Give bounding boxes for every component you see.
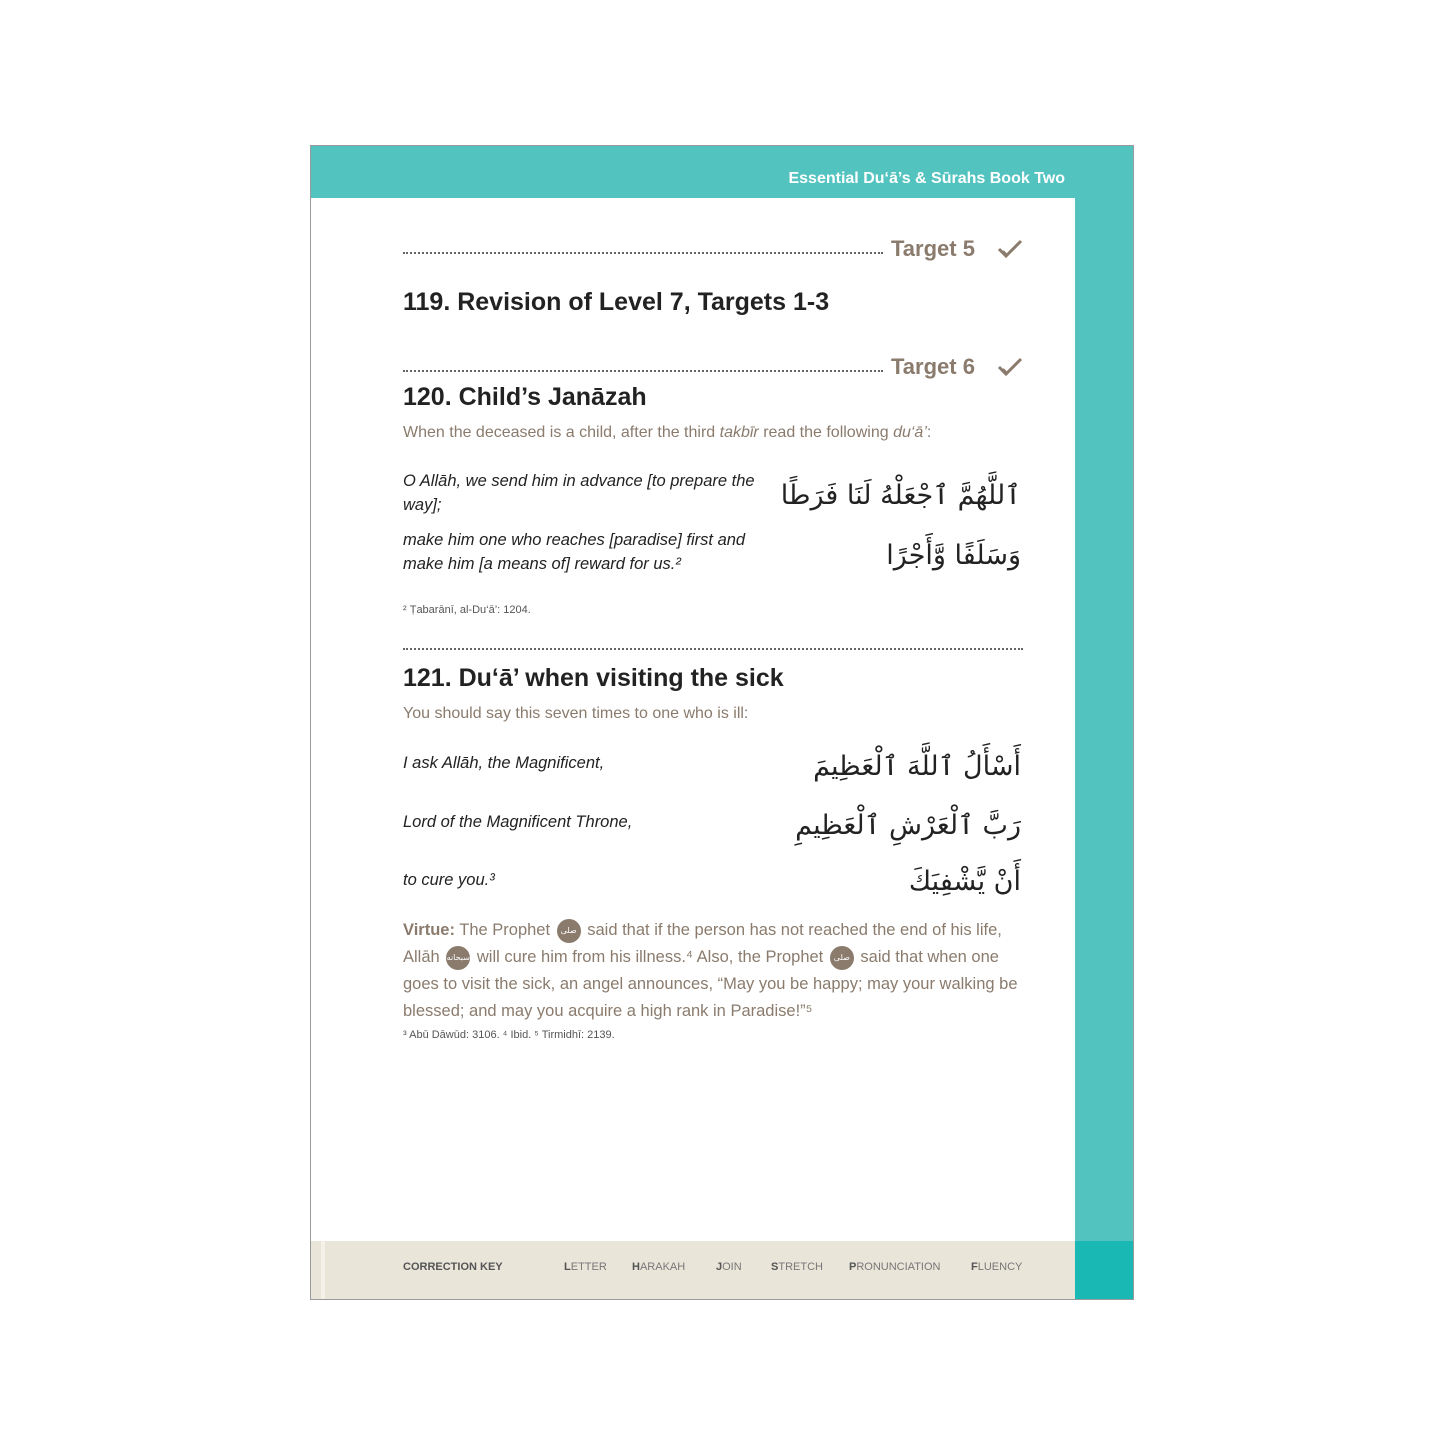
honorific-prophet-icon: صلى bbox=[557, 919, 581, 943]
dua-translation-line: Lord of the Magnificent Throne, bbox=[403, 813, 633, 831]
dua-arabic-line: ٱللَّهُمَّ ٱجْعَلْهُ لَنَا فَرَطًا bbox=[780, 480, 1021, 511]
correction-key-letter: LETTER bbox=[564, 1261, 607, 1273]
dua-arabic-line: رَبَّ ٱلْعَرْشِ ٱلْعَظِيمِ bbox=[795, 810, 1021, 841]
honorific-prophet-icon: صلى bbox=[830, 946, 854, 970]
target-6-row bbox=[403, 354, 1023, 384]
target-5-row bbox=[403, 236, 1023, 266]
dua-arabic-line: أَسْأَلُ ٱللَّهَ ٱلْعَظِيمَ bbox=[813, 751, 1021, 782]
book-page bbox=[310, 145, 1134, 1300]
bar-edge bbox=[321, 1241, 325, 1299]
dua-translation-line: I ask Allāh, the Magnificent, bbox=[403, 754, 605, 772]
correction-key-bar bbox=[311, 1241, 1075, 1299]
honorific-allah-icon: سبحانه bbox=[446, 946, 470, 970]
dotted-divider bbox=[403, 252, 883, 254]
section-divider bbox=[403, 632, 1023, 662]
section-120-intro: When the deceased is a child, after the third takbīr read the following du‘ā’: bbox=[403, 424, 932, 441]
footnote: ² Ṭabarānī, al-Du‘ā’: 1204. bbox=[403, 604, 531, 616]
correction-key-harakah: HARAKAH bbox=[632, 1261, 686, 1273]
dotted-divider bbox=[403, 648, 1023, 650]
section-121-title: 121. Du‘ā’ when visiting the sick bbox=[403, 664, 784, 692]
section-119-title: 119. Revision of Level 7, Targets 1-3 bbox=[403, 288, 830, 316]
virtue-paragraph: Virtue: The Prophet صلى said that if the person has not reached the end of his life, Allāh سبحانه will cure him from his illness.⁴ Also, the Prophet صلى said that when one goes to visit the sick, an angel announces, “May you be happy; may your walking be blessed; and may you acquire a high rank in Paradise!”⁵ bbox=[403, 917, 1023, 1025]
correction-key-fluency: FLUENCY bbox=[971, 1261, 1023, 1273]
header-band bbox=[311, 146, 1133, 198]
dua-arabic-line: أَنْ يَّشْفِيَكَ bbox=[908, 866, 1021, 897]
target-5-label: Target 5 bbox=[891, 236, 975, 261]
side-band bbox=[1075, 146, 1133, 1241]
dua-arabic-line: وَسَلَفًا وَّأَجْرًا bbox=[886, 540, 1021, 571]
footnote: ³ Abū Dāwūd: 3106. ⁴ Ibid. ⁵ Tirmidhī: 2139. bbox=[403, 1029, 615, 1041]
correction-key-stretch: STRETCH bbox=[771, 1261, 823, 1273]
target-6-label: Target 6 bbox=[891, 354, 975, 379]
dua-translation-line: make him one who reaches [paradise] first and make him [a means of] reward for us.² bbox=[403, 531, 746, 573]
side-band-footer bbox=[1075, 1241, 1133, 1299]
correction-key-join: JOIN bbox=[716, 1261, 742, 1273]
section-120-title: 120. Child’s Janāzah bbox=[403, 383, 647, 411]
dua-translation-line: O Allāh, we send him in advance [to prepare the way]; bbox=[403, 472, 755, 514]
correction-key-title: CORRECTION KEY bbox=[403, 1261, 503, 1273]
check-icon bbox=[997, 238, 1023, 260]
check-icon bbox=[997, 356, 1023, 378]
section-121-intro: You should say this seven times to one who is ill: bbox=[403, 705, 749, 722]
book-title: Essential Du‘ā’s & Sūrahs Book Two bbox=[788, 170, 1065, 187]
dua-translation-line: to cure you.³ bbox=[403, 871, 495, 889]
dotted-divider bbox=[403, 370, 883, 372]
correction-key-pronunciation: PRONUNCIATION bbox=[849, 1261, 941, 1273]
